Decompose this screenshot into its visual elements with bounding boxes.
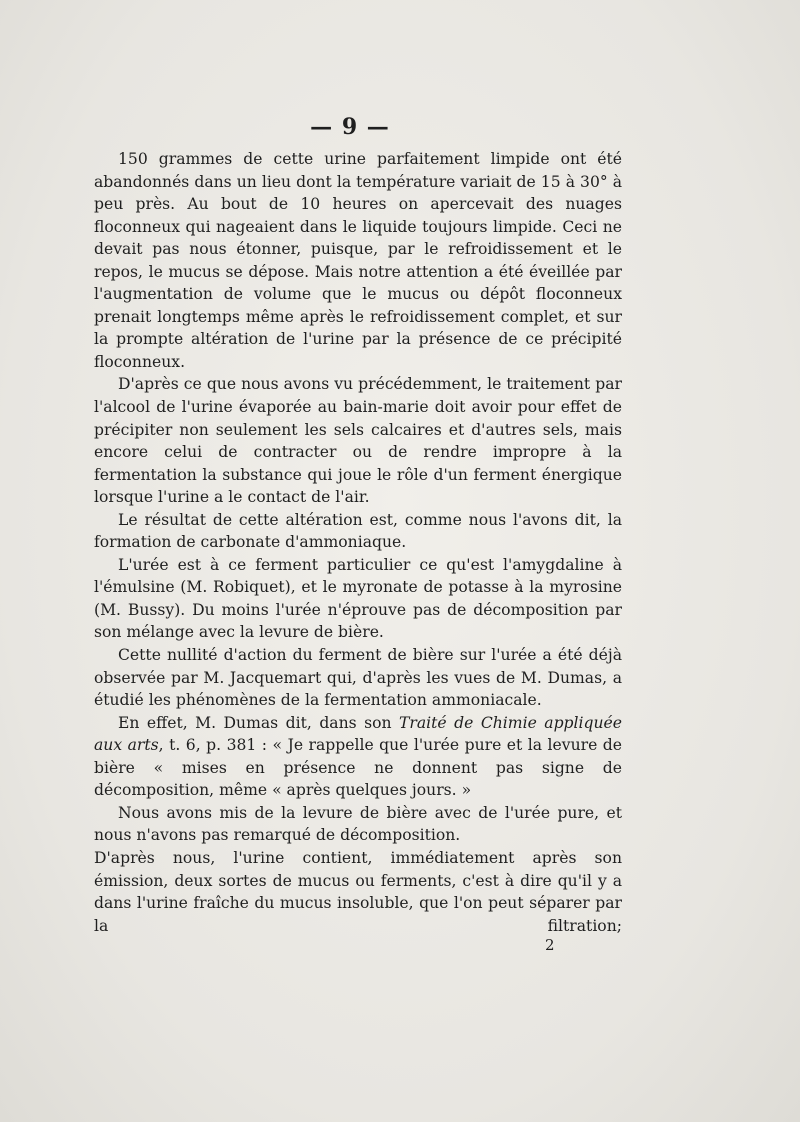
paragraph-6-lead: En effet, M. Dumas dit, dans son bbox=[118, 713, 400, 732]
paragraph-7: Nous avons mis de la levure de bière avec de l'urée pure, et nous n'avons pas remarqué de décomposition. bbox=[94, 803, 622, 845]
body-text bbox=[94, 148, 622, 937]
paragraph-5: Cette nullité d'action du ferment de bière sur l'urée a été déjà observée par M. Jacquemart qui, d'après les vues de M. Dumas, a étudié les phénomènes de la fermentation ammoniacale. bbox=[94, 646, 622, 710]
paragraph-1: 150 grammes de cette urine parfaitement limpide ont été abandonnés dans un lieu dont la température variait de 15 à 30° à peu près. Au bout de 10 heures on apercevait des nuages floconneux qui nageaient dans le liquide toujours limpide. Ceci ne devait pas nous étonner, puisque, par le refroidissement et le repos, le mucus se dépose. Mais notre attention a été éveillée par l'augmentation de volume que le mucus ou dépôt floconneux prenait longtemps même après le refroidissement complet, et sur la prompte altération de l'urine par la présence de ce précipité floconneux. bbox=[94, 150, 622, 371]
paragraph-2: D'après ce que nous avons vu précédemment, le traitement par l'alcool de l'urine évaporée au bain-marie doit avoir pour effet de précipiter non seulement les sels calcaires et d'autres sels, mais encore celui de contracter ou de rendre impropre à la fermentation la substance qui joue le rôle d'un ferment énergique lorsque l'urine a le contact de l'air. bbox=[94, 375, 622, 507]
paragraph-6 bbox=[94, 712, 622, 802]
book-title: Traité de Chimie appliquée aux arts bbox=[94, 713, 622, 755]
signature-mark: 2 bbox=[545, 936, 555, 954]
paragraph-6-quote: , t. 6, p. 381 : « Je rappelle que l'urée pure et la levure de bière « mises en présence ne donnent pas signe de décomposition, même « après quelques jours. » bbox=[94, 736, 622, 800]
paragraph-4: L'urée est à ce ferment particulier ce qu'est l'amygdaline à l'émulsine (M. Robiquet), et le myronate de potasse à la myrosine (M. Bussy). Du moins l'urée n'éprouve pas de décomposition par son mélange avec la levure de bière. bbox=[94, 555, 622, 642]
page-number: — 9 — bbox=[310, 114, 390, 140]
paragraph-8: D'après nous, l'urine contient, immédiatement après son émission, deux sortes de mucus ou ferments, c'est à dire qu'il y a dans l'urine fraîche du mucus insoluble, que l'on peut séparer par la filtration; bbox=[94, 848, 622, 935]
paragraph-3: Le résultat de cette altération est, comme nous l'avons dit, la formation de carbonate d'ammoniaque. bbox=[94, 510, 622, 552]
